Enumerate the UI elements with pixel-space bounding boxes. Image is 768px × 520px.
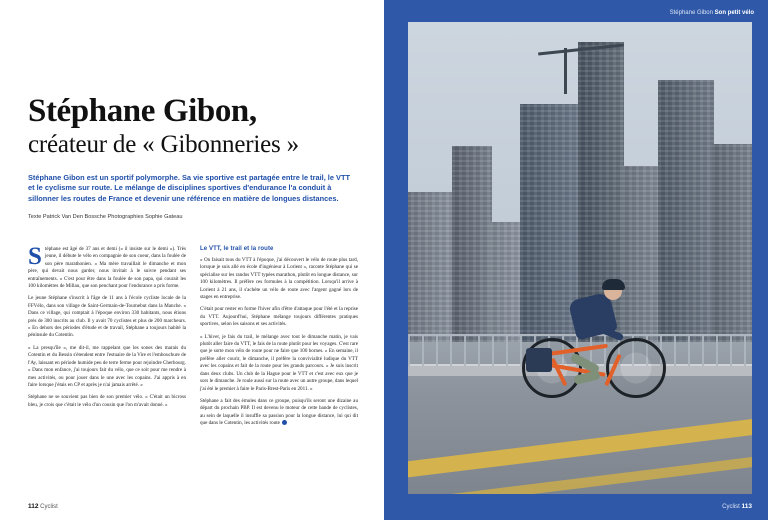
standfirst: Stéphane Gibon est un sportif polymorphe. Sa vie sportive est partagée entre le trail, le VTT et le cyclisme sur route. Le mélange de disciplines sportives d'endurance l'a conduit à sillonner les routes de France et devenir une référence en matière de longues distances. — [28, 173, 350, 203]
running-head-name: Stéphane Gibon — [669, 10, 713, 16]
end-mark-icon — [282, 420, 287, 425]
building — [408, 192, 456, 342]
left-folio-label: Cyclist — [40, 504, 58, 510]
drop-cap: S — [28, 243, 42, 270]
byline: Texte Patrick Van Den Bossche Photographies Sophie Gateau — [28, 214, 183, 221]
paragraph — [200, 398, 358, 428]
cyclist-figure — [520, 218, 670, 398]
cyclist-photo — [408, 22, 752, 494]
page-subtitle: créateur de « Gibonneries » — [28, 131, 299, 158]
column-two — [200, 246, 358, 433]
paragraph: C'était pour rester en forme l'hiver afin d'être d'attaque pour l'été et la reprise du VTT. Aujourd'hui, Stéphane mélange toujours différentes pratiques sportives, selon les saisons et ses activités. — [200, 306, 358, 328]
helmet-icon — [602, 279, 625, 290]
building — [452, 146, 492, 342]
pannier-bag — [526, 348, 552, 372]
building — [490, 222, 524, 342]
body-columns — [28, 243, 358, 433]
right-folio-label: Cyclist — [722, 504, 740, 510]
paragraph: « L'hiver, je fais du trail, le mélange avec tout le dimanche matin, je vais plutôt aller faire du VTT, le fais de la route plutôt pour les voyages. C'est rare que je sorte mon vélo de route pour ne faire que 100 bornes. » En semaine, il préfère aller courir, le dimanche, il préfère la convivialité ludique du VTT avec les copains et fait de la route pour les grands parcours. « Je suis inscrit dans deux clubs. Un club de la Hague pour le VTT et c'est avec eux que je sors le dimanche. Je roule aussi sur la route avec un autre groupe, dans lequel j'ai été le premier à faire le Paris-Brest-Paris en 2011. » — [200, 333, 358, 392]
left-folio-number: 112 — [28, 503, 39, 510]
running-head-section: Son petit vélo — [714, 10, 754, 16]
right-folio-number: 113 — [741, 503, 752, 510]
building — [712, 144, 752, 342]
paragraph: « On faisait tous du VTT à l'époque, j'ai découvert le vélo de route plus tard, lorsque je suis allé en école d'ingénieur à Lorient », raconte Stéphane qui se spécialise sur les randos VTT typées marathon, plutôt en longue distance, sur 100 kilomètres. Il préfère ces formules à la compétition. Lorsqu'il arrive à Lorient à 21 ans, il s'achète un vélo de route avec l'argent gagné lors de stages en entreprise. — [200, 257, 358, 301]
crane-mast — [564, 48, 567, 94]
right-folio — [722, 503, 752, 510]
column-one — [28, 243, 186, 433]
title-block — [28, 94, 358, 159]
paragraph: Stéphane ne se souvient pas bien de son premier vélo. « C'était un bicross bleu, je crois que c'était le vélo d'un cousin que l'on m'avait donné. » — [28, 394, 186, 408]
section-heading: Le VTT, le trail et la route — [200, 246, 274, 252]
running-head — [670, 10, 754, 16]
paragraph-text: téphane est âgé de 37 ans et demi (« il insiste sur le demi »). Très jeune, il débute le vélo en compagnie de son coeur, dans la foulée de son père marathonien. « Ma mère travaillait le dimanche et mon père, qui devait nous garder, nous invitait à le suivre pendant ses entraînements. » C'est pour être dans la foulée de son papa, qui courait les 100 kilomètres de Millau, que son penchant pour l'endurance a pris forme. — [28, 246, 186, 290]
paragraph — [28, 243, 186, 290]
left-folio — [28, 503, 58, 510]
paragraph: Le jeune Stéphane s'inscrit à l'âge de 11 ans à l'école cycliste locale de la FFVélo, dans son village de Saint-Germain-de-Tournebut dans la Manche. « Dans ce village, qui comptait à l'époque environ 330 habitants, nous étions près de 300 inscrits au club. Il y avait 70 cyclistes et plus de 200 marcheurs. » En dehors des périodes d'étude et de travail, Stéphane a toujours habité la péninsule du Cotentin. — [28, 295, 186, 339]
page-title: Stéphane Gibon, — [28, 93, 257, 129]
paragraph: « La presqu'île », me dit-il, me rappelant que les sones des marais du Cotentin et du Bessin s'étendent entre l'estuaire de la Vire et l'embouchure de l'Ay, laissant en période humide peu de terre ferme pour rejoindre Cherbourg. « Dans mon enfance, j'ai toujours fait du vélo, que ce soit pour me rendre à mes activités, ou pour jouer dans le une avec les copains. J'ai appris à en faire lorsque j'étais en CP et après je n'ai jamais arrêté. » — [28, 344, 186, 388]
paragraph-text: Stéphane a fait des émules dans ce groupe, puisqu'ils seront une dizaine au départ du prochain PBP. Il est devenu le moteur de cette bande de cyclistes, au sein de laquelle il insuffle sa passion pour la longue distance, lui qui dit que dans le Cotentin, les activités route — [200, 397, 358, 427]
right-page — [384, 0, 768, 520]
